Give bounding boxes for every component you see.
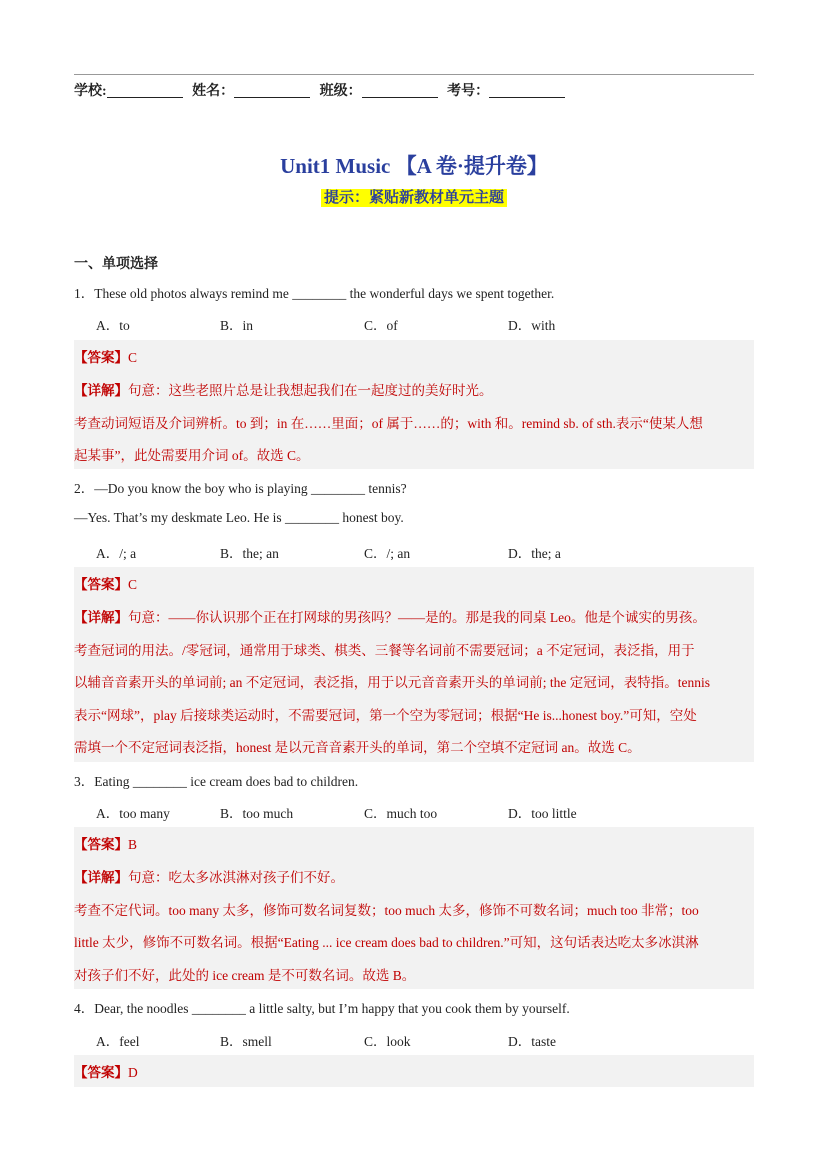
- option-a[interactable]: A．to: [96, 318, 130, 333]
- detail-text: 表示“网球”，play 后接球类运动时，不需要冠词，第一个空为零冠词；根据“He is...honest boy.”可知，空处: [74, 708, 697, 723]
- class-blank[interactable]: [362, 83, 438, 98]
- option-d[interactable]: D．the; a: [508, 546, 561, 561]
- header-rule: [74, 74, 754, 75]
- answer-box: [74, 567, 754, 762]
- option-a[interactable]: A．too many: [96, 806, 170, 821]
- subtitle-wrap: [74, 186, 754, 207]
- answer-line: [74, 1061, 138, 1081]
- detail-text: 考查动词短语及介词辨析。to 到；in 在……里面；of 属于……的；with 和。remind sb. of sth.表示“使某人想: [74, 416, 703, 431]
- answer-tag: 【答案】: [74, 350, 128, 365]
- detail-text: 句意：吃太多冰淇淋对孩子们不好。: [128, 870, 344, 885]
- option-c[interactable]: C．much too: [364, 806, 438, 821]
- answer-box: [74, 1055, 754, 1087]
- detail-tag: 【详解】: [74, 610, 128, 625]
- option-c[interactable]: C．look: [364, 1034, 411, 1049]
- exam-no-label: 考号：: [447, 84, 490, 99]
- answer-line: [74, 346, 137, 366]
- answer-tag: 【答案】: [74, 837, 128, 852]
- name-label: 姓名：: [192, 84, 235, 99]
- school-blank[interactable]: [107, 83, 183, 98]
- option-d[interactable]: D．too little: [508, 806, 577, 821]
- answer-value: D: [128, 1065, 138, 1080]
- detail-line: [74, 606, 706, 626]
- detail-text: 对孩子们不好，此处的 ice cream 是不可数名词。故选 B。: [74, 968, 416, 983]
- option-c[interactable]: C．/; an: [364, 546, 411, 561]
- detail-text: 以辅音音素开头的单词前; an 不定冠词，表泛指，用于以元音音素开头的单词前; the 定冠词，表特指。tennis: [74, 675, 710, 690]
- answer-tag: 【答案】: [74, 1065, 128, 1080]
- option-c[interactable]: C．of: [364, 318, 398, 333]
- detail-tag: 【详解】: [74, 383, 128, 398]
- exam-no-blank[interactable]: [489, 83, 565, 98]
- detail-text: 句意：——你认识那个正在打网球的男孩吗？——是的。那是我的同桌 Leo。他是个诚实的男孩。: [128, 610, 706, 625]
- detail-text: 需填一个不定冠词表泛指，honest 是以元音音素开头的单词，第二个空填不定冠词 an。故选 C。: [74, 740, 641, 755]
- option-d[interactable]: D．with: [508, 318, 556, 333]
- name-blank[interactable]: [234, 83, 310, 98]
- page-subtitle: 提示：紧贴新教材单元主题: [321, 189, 507, 207]
- detail-text: little 太少，修饰不可数名词。根据“Eating ... ice cream does bad to children.”可知，这句话表达吃太多冰淇淋: [74, 935, 699, 950]
- option-b[interactable]: B．in: [220, 318, 254, 333]
- option-a[interactable]: A．feel: [96, 1034, 140, 1049]
- page-title: Unit1 Music 【A 卷·提升卷】: [280, 154, 548, 178]
- detail-text: 考查冠词的用法。/零冠词，通常用于球类、棋类、三餐等名词前不需要冠词；a 不定冠词，表泛指，用于: [74, 643, 695, 658]
- answer-tag: 【答案】: [74, 577, 128, 592]
- answer-value: C: [128, 350, 138, 365]
- detail-text: 句意：这些老照片总是让我想起我们在一起度过的美好时光。: [128, 383, 493, 398]
- student-info-header: [74, 80, 571, 100]
- question-stem: 1．These old photos always remind me ________ the wonderful days we spent together.: [74, 286, 555, 301]
- answer-line: [74, 573, 137, 593]
- question-stem: 4．Dear, the noodles ________ a little salty, but I’m happy that you cook them by yourself.: [74, 1001, 570, 1016]
- answer-value: B: [128, 837, 138, 852]
- detail-text: 考查不定代词。too many 太多，修饰可数名词复数；too much 太多，修饰不可数名词；much too 非常；too: [74, 903, 699, 918]
- answer-line: [74, 833, 137, 853]
- option-b[interactable]: B．the; an: [220, 546, 279, 561]
- option-b[interactable]: B．smell: [220, 1034, 272, 1049]
- option-b[interactable]: B．too much: [220, 806, 294, 821]
- detail-line: [74, 866, 344, 886]
- detail-line: [74, 379, 493, 399]
- question-stem: —Yes. That’s my deskmate Leo. He is ________ honest boy.: [74, 510, 404, 525]
- detail-text: 起某事”，此处需要用介词 of。故选 C。: [74, 448, 310, 463]
- answer-value: C: [128, 577, 138, 592]
- answer-box: [74, 827, 754, 989]
- option-d[interactable]: D．taste: [508, 1034, 556, 1049]
- answer-box: [74, 340, 754, 469]
- option-a[interactable]: A．/; a: [96, 546, 137, 561]
- detail-tag: 【详解】: [74, 870, 128, 885]
- school-label: 学校:: [74, 84, 107, 99]
- question-stem: 3．Eating ________ ice cream does bad to children.: [74, 774, 359, 789]
- question-stem: 2．—Do you know the boy who is playing ________ tennis?: [74, 481, 407, 496]
- class-label: 班级：: [319, 84, 362, 99]
- section-title: 一、单项选择: [74, 257, 158, 272]
